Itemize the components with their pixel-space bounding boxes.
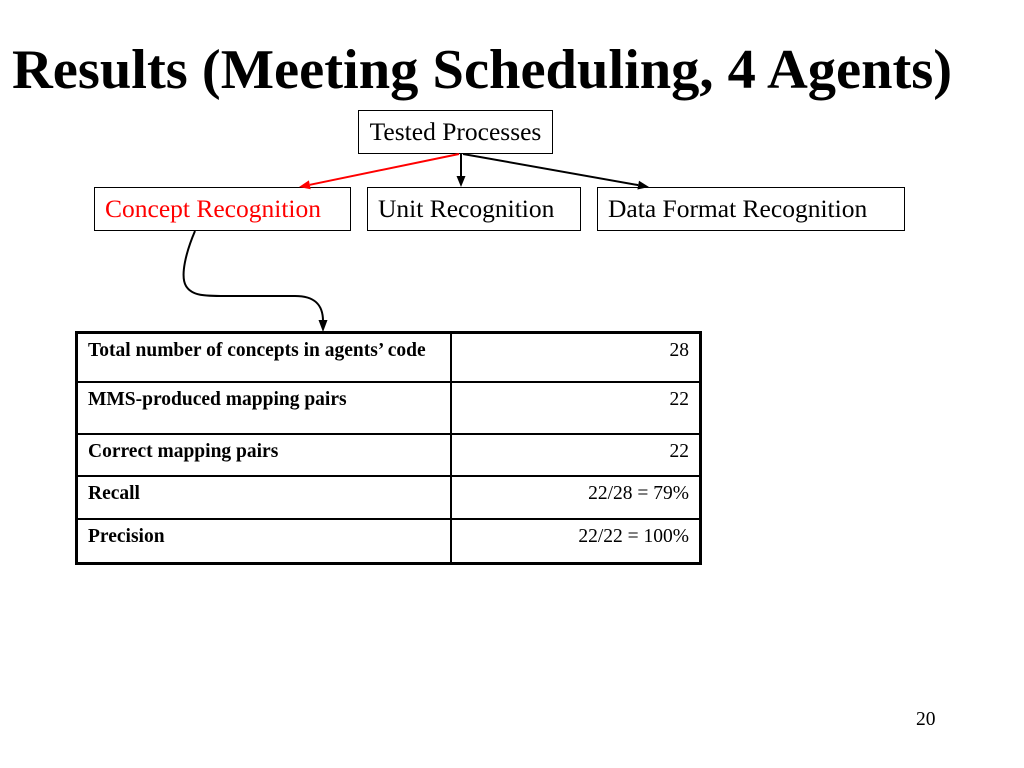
connector-concept-to-table <box>184 231 323 321</box>
edge-to-concept-recognition <box>310 154 459 185</box>
child-node-data-format-recognition <box>597 187 905 231</box>
page-number: 20 <box>916 709 936 730</box>
table-row <box>78 383 699 435</box>
row-label: MMS-produced mapping pairs <box>78 383 452 433</box>
table-row <box>78 477 699 520</box>
edge-to-data-format-recognition <box>463 154 638 185</box>
table-row <box>78 520 699 562</box>
table-row <box>78 334 699 383</box>
child-node-label-concept-recognition: Concept Recognition <box>105 194 322 223</box>
child-node-label-data-format-recognition: Data Format Recognition <box>608 194 868 223</box>
row-value: 28 <box>669 340 689 361</box>
root-node-label: Tested Processes <box>369 117 542 146</box>
row-label: Total number of concepts in agents’ code <box>78 334 452 381</box>
child-node-label-unit-recognition: Unit Recognition <box>378 194 555 223</box>
child-node-concept-recognition <box>94 187 351 231</box>
row-label: Precision <box>78 520 452 562</box>
row-value: 22 <box>669 441 689 462</box>
results-table <box>75 331 702 565</box>
arrowhead-unit-recognition <box>457 176 466 187</box>
row-label: Recall <box>78 477 452 518</box>
row-label: Correct mapping pairs <box>78 435 452 475</box>
table-row <box>78 435 699 477</box>
row-value: 22/28 = 79% <box>588 483 689 504</box>
row-value: 22 <box>669 389 689 410</box>
slide-title: Results (Meeting Scheduling, 4 Agents) <box>12 39 953 101</box>
row-value: 22/22 = 100% <box>578 526 689 547</box>
child-node-unit-recognition <box>367 187 581 231</box>
root-node-box <box>358 110 553 154</box>
